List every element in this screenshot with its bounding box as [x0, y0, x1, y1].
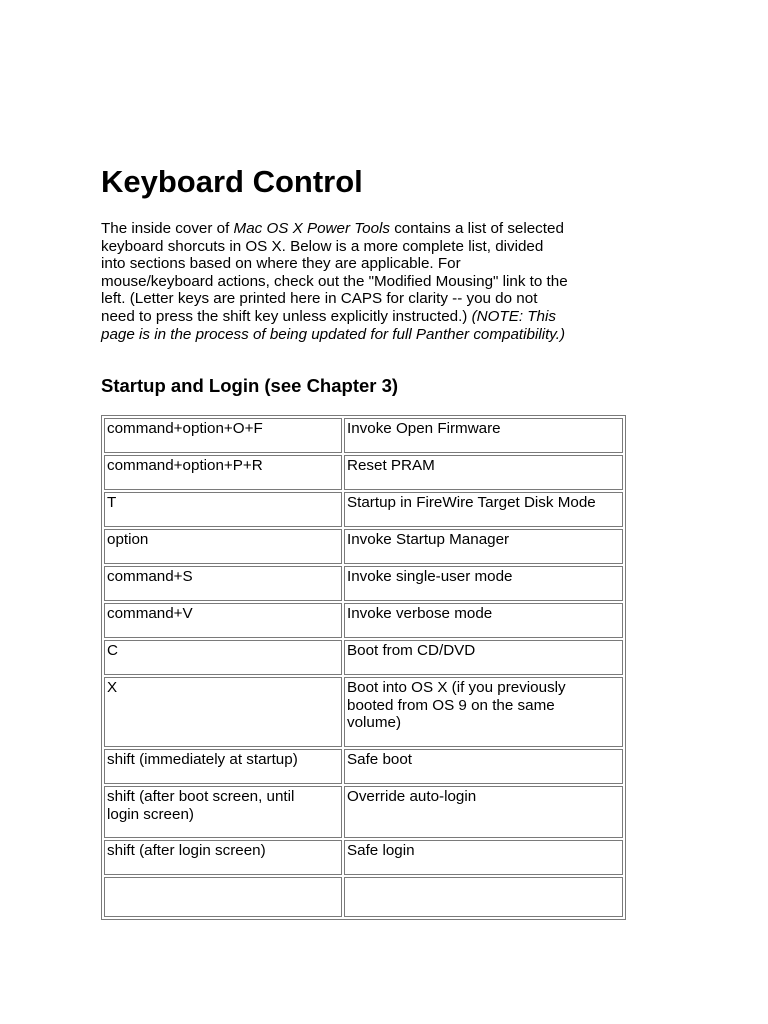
shortcut-action-cell-line: Safe login	[347, 842, 415, 859]
shortcut-keys-cell-line: command+option+P+R	[107, 457, 263, 474]
shortcut-keys-cell	[104, 640, 342, 675]
note-label: (NOTE	[471, 307, 519, 325]
intro-paragraph	[101, 220, 631, 343]
shortcut-keys-cell	[104, 677, 342, 747]
shortcut-action-cell	[344, 529, 623, 564]
table-row	[104, 492, 623, 527]
shortcut-keys-cell	[104, 603, 342, 638]
shortcut-keys-cell	[104, 566, 342, 601]
book-title: Mac OS X Power Tools	[233, 220, 390, 237]
shortcut-keys-cell	[104, 786, 342, 838]
shortcut-keys-cell-line: login screen)	[107, 805, 194, 823]
shortcut-action-cell-line: booted from OS 9 on the same	[347, 696, 555, 714]
table-row	[104, 529, 623, 564]
table-row	[104, 877, 623, 917]
intro-line-2: keyboard shorcuts in OS X. Below is a more complete list, divided	[101, 237, 544, 255]
shortcut-keys-cell-line: X	[107, 679, 118, 696]
shortcut-action-cell	[344, 840, 623, 875]
shortcut-action-cell	[344, 677, 623, 747]
shortcut-action-cell-line: Boot into OS X (if you previously	[347, 679, 566, 696]
shortcut-action-cell-line: Safe boot	[347, 751, 413, 768]
page-title: Keyboard Control	[101, 164, 363, 199]
shortcut-keys-cell-line: C	[107, 642, 118, 659]
shortcut-action-cell	[344, 566, 623, 601]
shortcut-keys-cell	[104, 749, 342, 784]
shortcut-action-cell	[344, 877, 623, 917]
shortcut-action-cell	[344, 603, 623, 638]
shortcut-action-cell	[344, 640, 623, 675]
shortcut-keys-cell	[104, 877, 342, 917]
shortcut-action-cell	[344, 455, 623, 490]
table-row	[104, 749, 623, 784]
shortcut-keys-cell	[104, 492, 342, 527]
shortcut-action-cell	[344, 418, 623, 453]
shortcut-keys-cell	[104, 418, 342, 453]
shortcut-keys-cell-line: command+option+O+F	[107, 420, 263, 437]
shortcut-action-cell	[344, 492, 623, 527]
table-row	[104, 566, 623, 601]
shortcut-action-cell-line: Invoke verbose mode	[347, 605, 493, 622]
intro-line-3: into sections based on where they are applicable. For	[101, 255, 461, 273]
intro-line-6: need to press the shift key unless explicitly instructed.) (NOTE: This	[101, 307, 556, 325]
shortcut-action-cell-line: Override auto-login	[347, 788, 477, 805]
table-row	[104, 603, 623, 638]
shortcut-keys-cell-line: T	[107, 494, 117, 511]
shortcut-table	[101, 415, 626, 920]
shortcut-keys-cell-line: command+S	[107, 568, 193, 585]
shortcut-action-cell-line: Invoke Startup Manager	[347, 531, 510, 548]
shortcut-keys-cell-line: shift (after login screen)	[107, 842, 266, 859]
shortcut-action-cell-line: Reset PRAM	[347, 457, 435, 474]
table-row	[104, 786, 623, 838]
table-row	[104, 418, 623, 453]
shortcut-action-cell-line: Boot from CD/DVD	[347, 642, 476, 659]
table-row	[104, 840, 623, 875]
intro-line-5: left. (Letter keys are printed here in CAPS for clarity -- you do not	[101, 290, 538, 308]
shortcut-action-cell	[344, 749, 623, 784]
shortcut-keys-cell-line: command+V	[107, 605, 193, 622]
intro-line-1: The inside cover of Mac OS X Power Tools contains a list of selected	[101, 220, 564, 237]
section-heading-startup-login: Startup and Login (see Chapter 3)	[101, 375, 399, 396]
intro-line-4: mouse/keyboard actions, check out the "Modified Mousing" link to the	[101, 272, 568, 290]
shortcut-keys-cell	[104, 840, 342, 875]
table-row	[104, 677, 623, 747]
shortcut-keys-cell-line: shift (after boot screen, until	[107, 788, 295, 805]
shortcut-keys-cell-line: shift (immediately at startup)	[107, 751, 298, 768]
shortcut-action-cell-line: Invoke Open Firmware	[347, 420, 501, 437]
shortcut-keys-cell	[104, 455, 342, 490]
shortcut-action-cell-line: volume)	[347, 714, 402, 732]
shortcut-action-cell-line: Invoke single-user mode	[347, 568, 513, 585]
intro-line-7: page is in the process of being updated for full Panther compatibility.)	[101, 325, 566, 343]
shortcut-keys-cell-line: option	[107, 531, 149, 548]
table-row	[104, 455, 623, 490]
shortcut-action-cell	[344, 786, 623, 838]
shortcut-keys-cell	[104, 529, 342, 564]
shortcut-action-cell-line: Startup in FireWire Target Disk Mode	[347, 494, 596, 511]
table-row	[104, 640, 623, 675]
